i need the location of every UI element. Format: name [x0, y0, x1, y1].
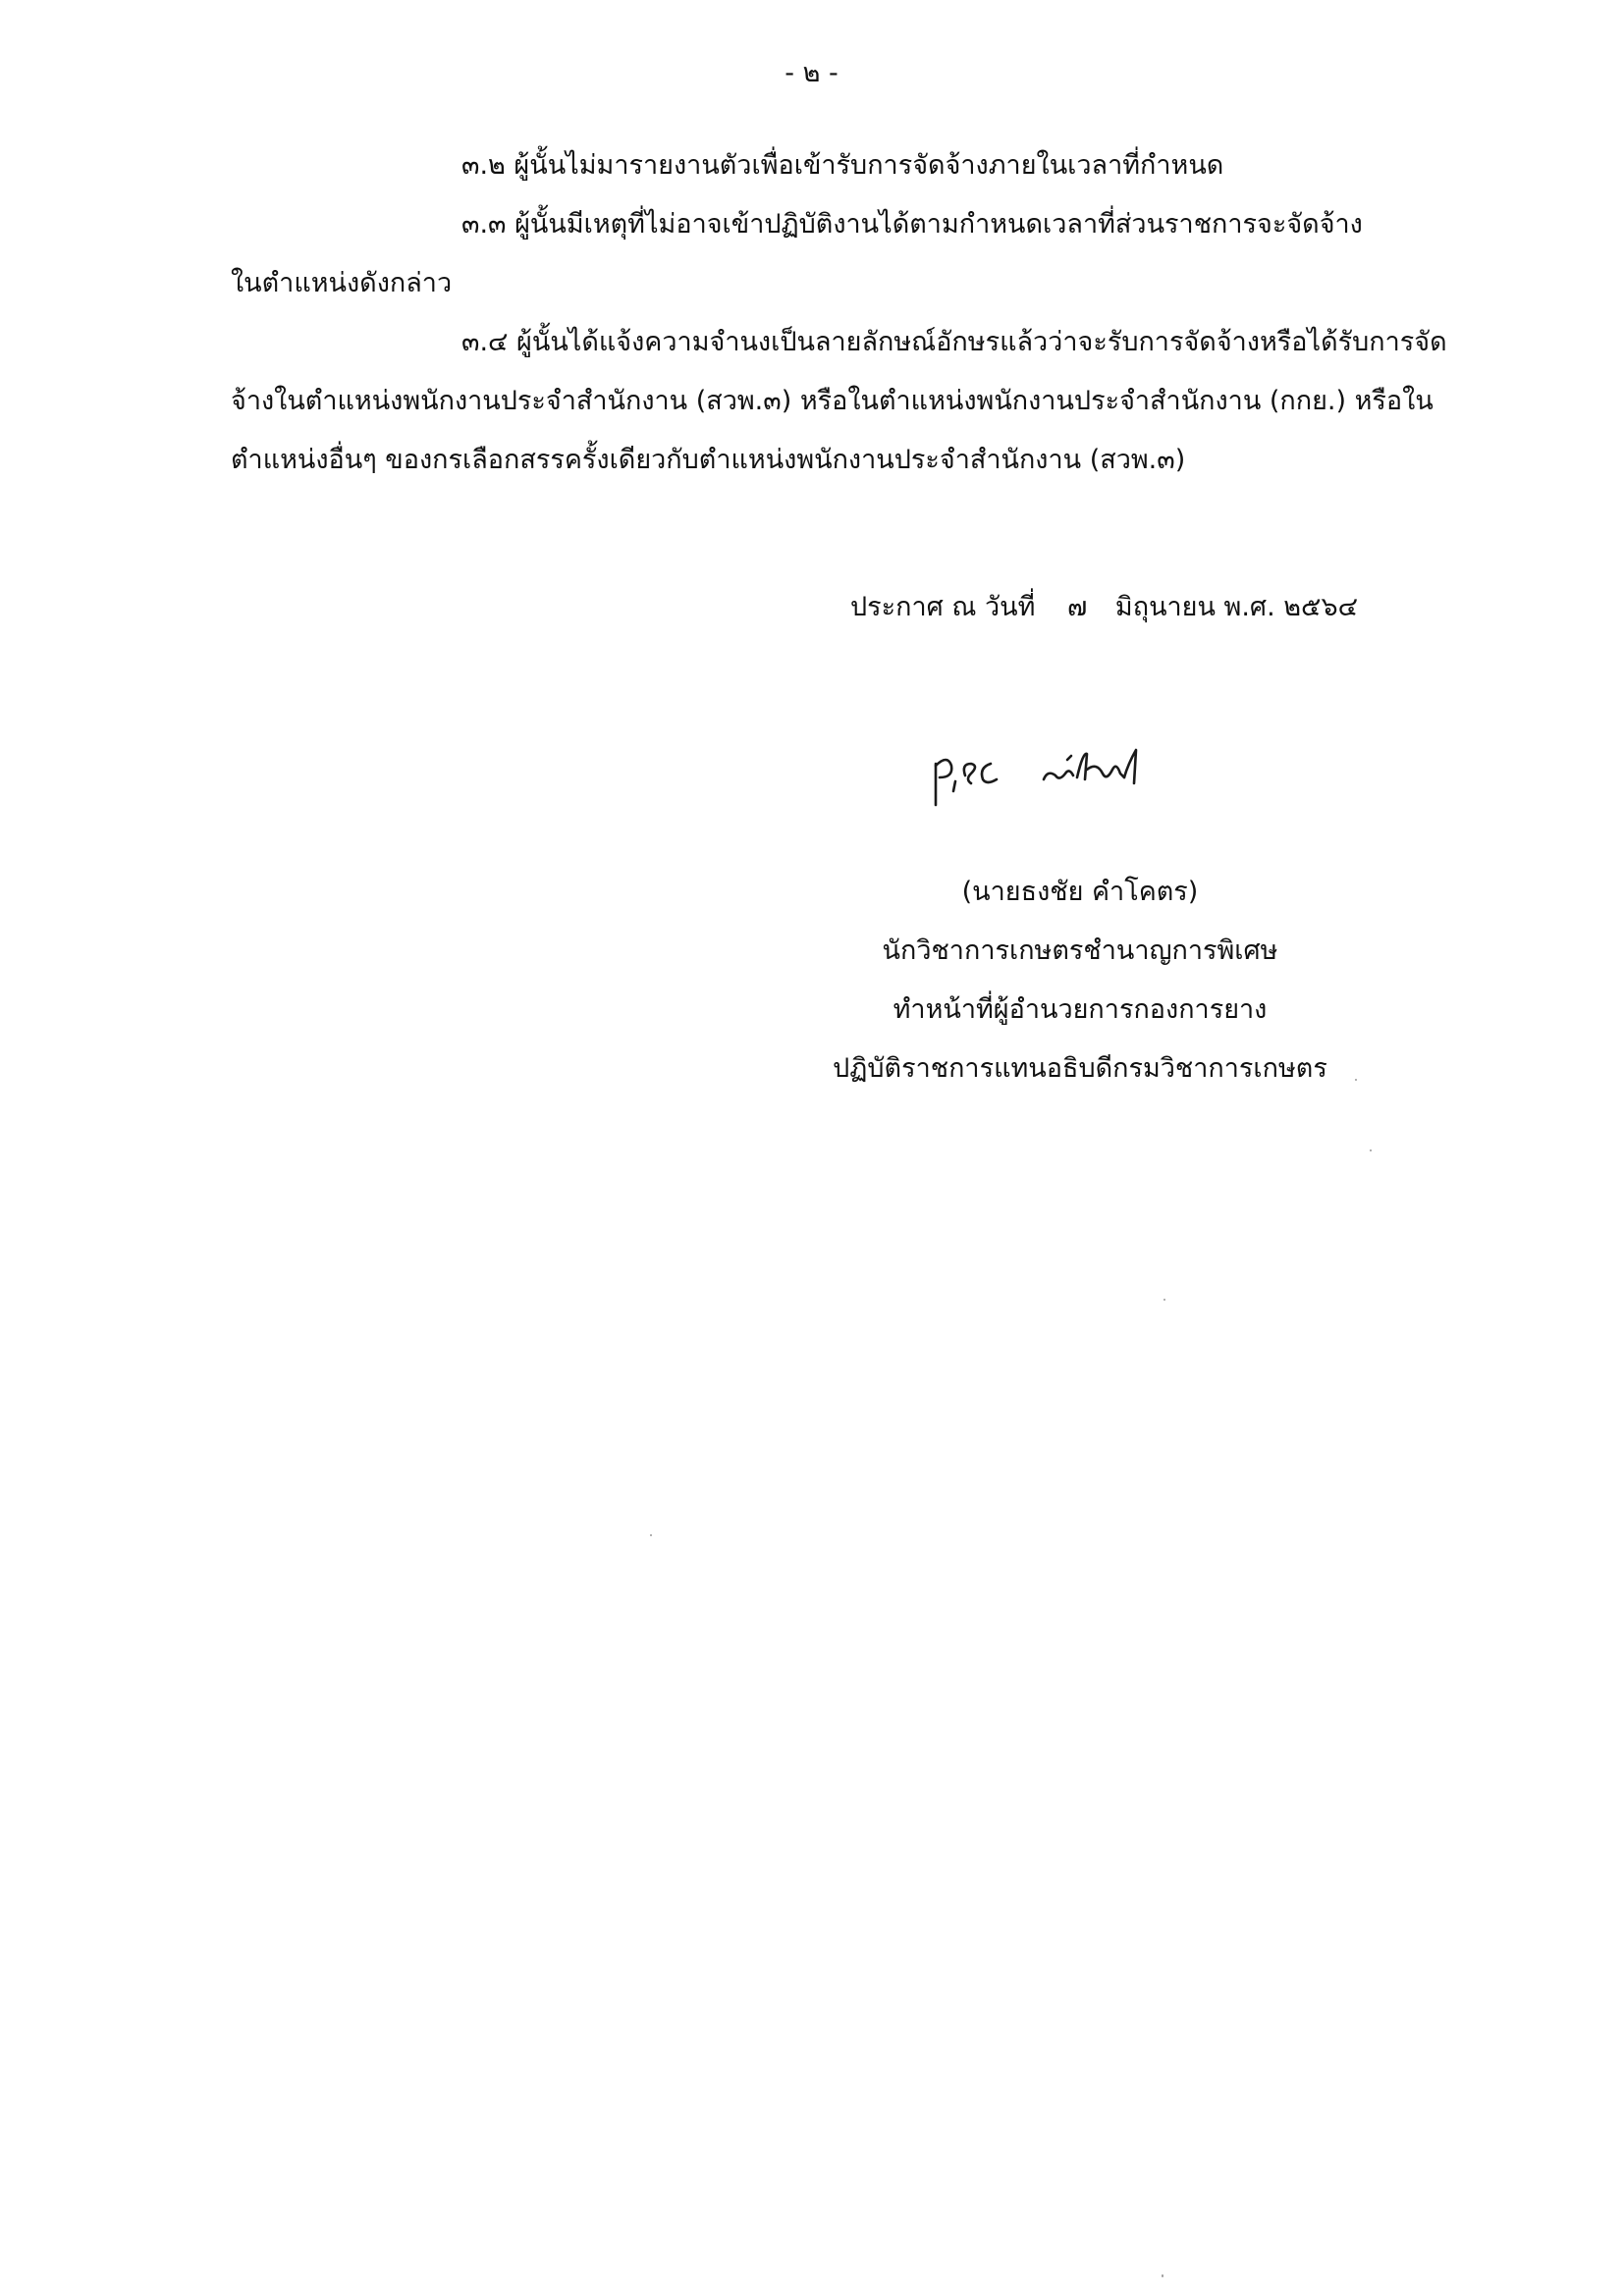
- page-number: - ๒ -: [784, 58, 839, 88]
- scan-speck: [1163, 1299, 1165, 1301]
- signatory-block: [746, 874, 1414, 1109]
- scan-speck: [1162, 2274, 1163, 2277]
- clause-3-4-line-1: ๓.๔ ผู้นั้นได้แจ้งความจำนงเป็นลายลักษณ์อักษรแล้วว่าจะรับการจัดจ้างหรือได้รับการจัด: [461, 327, 1447, 357]
- clause-3-4-line-3: ตำแหน่งอื่นๆ ของกรเลือกสรรครั้งเดียวกับตำแหน่งพนักงานประจำสำนักงาน (สวพ.๓): [231, 445, 1186, 475]
- announcement-prefix: ประกาศ ณ วันที่: [850, 592, 1036, 622]
- scan-speck: [650, 1534, 652, 1536]
- signatory-position: นักวิชาการเกษตรชำนาญการพิเศษ: [882, 935, 1278, 966]
- scan-speck: [1355, 1079, 1357, 1081]
- announcement-date: [850, 589, 1358, 626]
- announcement-day: ๗: [1067, 592, 1088, 622]
- clause-3-4-line-2: จ้างในตำแหน่งพนักงานประจำสำนักงาน (สวพ.๓) หรือในตำแหน่งพนักงานประจำสำนักงาน (กกย.) หรือใน: [231, 386, 1434, 416]
- signatory-name: (นายธงชัย คำโคตร): [961, 877, 1199, 907]
- clause-3-3-line-2: ในตำแหน่งดังกล่าว: [231, 268, 453, 298]
- signatory-acting-role: ทำหน้าที่ผู้อำนวยการกองการยาง: [893, 994, 1268, 1025]
- announcement-month-year: มิถุนายน พ.ศ. ๒๕๖๔: [1114, 592, 1359, 622]
- clause-3-3-line-1: ๓.๓ ผู้นั้นมีเหตุที่ไม่อาจเข้าปฏิบัติงานได้ตามกำหนดเวลาที่ส่วนราชการจะจัดจ้าง: [461, 209, 1363, 240]
- signatory-on-behalf: ปฏิบัติราชการแทนอธิบดีกรมวิชาการเกษตร: [833, 1053, 1327, 1084]
- handwritten-signature: [918, 734, 1213, 823]
- scan-speck: [1370, 1149, 1372, 1151]
- clause-3-2: ๓.๒ ผู้นั้นไม่มารายงานตัวเพื่อเข้ารับการจัดจ้างภายในเวลาที่กำหนด: [461, 150, 1224, 181]
